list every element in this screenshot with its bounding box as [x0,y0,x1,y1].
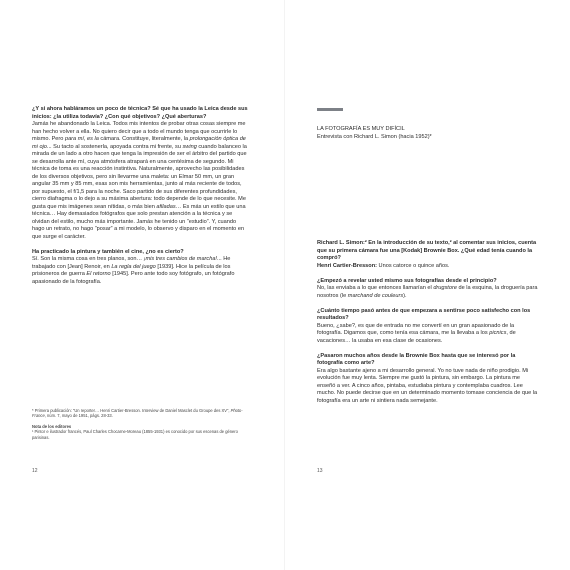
right-page-body [317,240,539,413]
qa-block [317,278,539,301]
footnotes [32,408,250,440]
question-technique: ¿Y si ahora habláramos un poco de técnica? Sé que ha usado la Leica desde sus inicios: ¿la utiliza todavía? ¿Con qué objetivos? ¿Qué aberturas? [32,106,248,120]
chapter-rule [317,108,343,111]
chapter-heading [317,126,537,141]
footnote-first-publication: * Primera publicación: “Un reporter… Henri Cartier-Bresson. Interview de Daniel Masclet du Groupe des XV”, Photo-France, núm. 7, mayo de 1951, págs. 28-33. [32,408,243,419]
editors-note: ¹ Pintor e ilustrador francés, Paul Charles Chocarne-Moreau (1855-1931) es conocido por sus escenas de género parisinas. [32,429,238,440]
editors-note-heading: Nota de los editores [32,423,72,429]
question-painting-cinema: Ha practicado la pintura y también el cine, ¿no es cierto? [32,248,184,255]
answer-dissatisfaction: Bueno, ¿sabe?, es que de entrada no me convertí en un gran apasionado de la fotografía. Digamos que, como tenía esa cámara, me la llevaba a los picnics, de vacaciones… la usaba en esa clase de ocasiones. [317,322,516,344]
question-art: ¿Pasaron muchos años desde la Brownie Box hasta que se interesó por la fotografía como arte? [317,352,516,366]
qa-block [317,353,539,406]
page-number-right: 13 [317,468,323,474]
qa-block [317,240,539,270]
answer-developing: No, las enviaba a lo que entonces llamarían el drugstore de la esquina, la droguería para nosotros (le marchand de couleurs). [317,285,538,299]
right-page [285,0,570,570]
question-developing: ¿Empezó a revelar usted mismo sus fotografías desde el principio? [317,277,497,284]
chapter-title: LA FOTOGRAFÍA ES MUY DIFÍCIL [317,126,405,132]
answer-art: Era algo bastante ajeno a mi desarrollo general. Yo no tuve nada de niño prodigio. Mi evolución fue muy lenta. Siempre me gustó la pintura, sin embargo. La pintura me enseñó a ver. A cinco años, pintaba, estudiaba pintura y contemplaba cuadros. Lee mucho. No puede decirse que en un determinado momento tomase conciencia de que la fotografía era un arte ni sintiera nada semejante. [317,367,538,404]
answer-first-camera: Henri Cartier-Bresson: Unos catorce o quince años. [317,262,450,269]
left-page-body [32,106,250,286]
chapter-subtitle: Entrevista con Richard L. Simon (hacia 1952)* [317,133,432,140]
qa-block [317,308,539,346]
answer-leica: Jamás he abandonado la Leica. Todos mis intentos de probar otras cosas siempre me han hecho volver a ella. No quiero decir que a todo el mundo tenga que ocurrirle lo mismo. Pero para mí, es la cámara. Constituye, literalmente, la prolongación óptica de mi ojo... Su tacto al sostenerla, apoyada contra mi frente, su swing cuando balanceo la mirada de un lado a otro hacen que tenga la impresión de ser el árbitro del partido que se desarrolla ante mí, cuya atmósfera atrapará en una centésima de segundo. Mi técnica de toma es una reacción instintiva. Naturalmente, aprovecho las posibilidades de los diversos objetivos, pero sin llevarme una maleta: un Elmar 50 mm, un gran angular 35 mm y 85 mm, esas son mis herramientas, junto al más reciente de todos, por supuesto, el f/1,5 para la noche. Saco partido de sus diferentes profundidades, cierro diafragma o lo dejo a su máxima abertura: todo depende de lo que necesite. Me gusta que mis imágenes sean nítidas, o más bien afiladas… Es más un estilo que una técnica… Hay demasiados fotógrafos que solo prestan atención a la técnica y se olvidan del estilo, mucho más importante. Jamás he tenido un “estudio”. Y, cuando hago un retrato, no hago “posar” a mi modelo, lo observo y disparo en el momento en que surge el carácter. [32,121,247,240]
question-dissatisfaction: ¿Cuánto tiempo pasó antes de que empezara a sentirse poco satisfecho con los resultados? [317,307,531,321]
question-first-camera: Richard L. Simon:² En la introducción de su texto,² al comentar sus inicios, cuenta que su primera cámara fue una [Kodak] Brownie Box. ¿Qué edad tenía cuando la compró? [317,240,537,261]
answer-painting-cinema: Sí. Son la misma cosa en tres planos, son… ¡mis tres cambios de marcha!... He trabajado con [Jean] Renoir, en La regla del juego [1939]. Hice la película de los prisioneros de guerra El retorno [1945]. Pero ante todo soy fotógrafo, un fotógrafo apasionado de la fotografía. [32,256,235,285]
page-number-left: 12 [32,468,38,474]
